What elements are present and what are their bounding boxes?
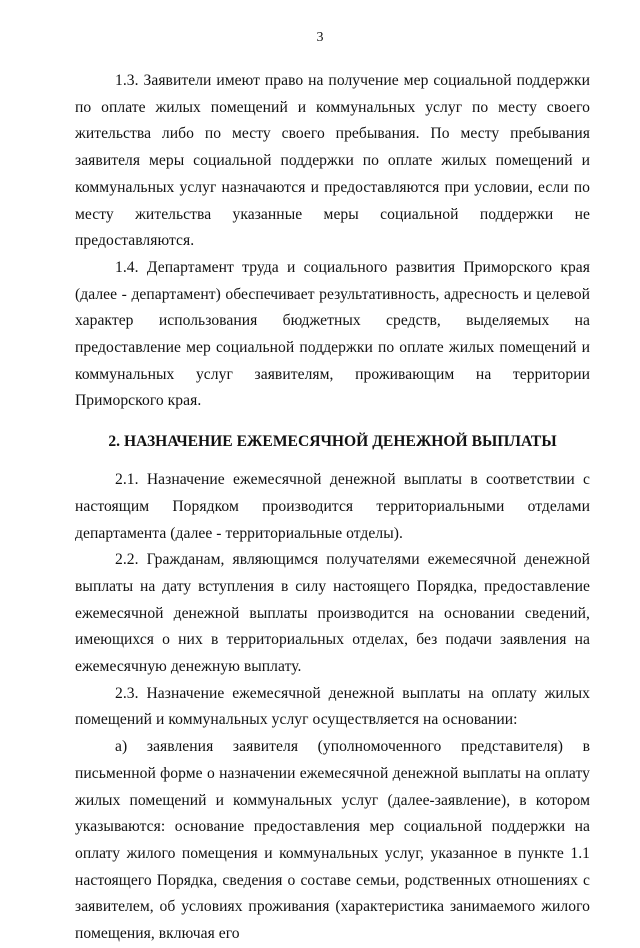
paragraph-2-3-a: а) заявления заявителя (уполномоченного представителя) в письменной форме о назначении ежемесячной денежной выплаты на оплату жилых помещений и коммунальных услуг (далее-заявление), в котором указываются: основание предоставления мер социальной поддержки на оплату жилого помещения и коммунальных услуг, указанное в пункте 1.1 настоящего Порядка, сведения о составе семьи, родственных отношениях с заявителем, об условиях проживания (характеристика занимаемого жилого помещения, включая его — [75, 738, 590, 943]
paragraph-1-3: 1.3. Заявители имеют право на получение мер социальной поддержки по оплате жилых помещений и коммунальных услуг по месту своего жительства либо по месту своего пребывания. По месту пребывания заявителя меры социальной поддержки по оплате жилых помещений и коммунальных услуг назначаются и предоставляются при условии, если по месту жительства указанные меры социальной поддержки не предоставляются. — [75, 72, 590, 250]
paragraph-2-3: 2.3. Назначение ежемесячной денежной выплаты на оплату жилых помещений и коммунальных услуг осуществляется на основании: — [75, 684, 590, 729]
paragraph-1-4: 1.4. Департамент труда и социального развития Приморского края (далее - департамент) обеспечивает результативность, адресность и целевой характер использования бюджетных средств, выделяемых на предоставление мер социальной поддержки по оплате жилых помещений и коммунальных услуг заявителям, проживающим на территории Приморского края. — [75, 258, 590, 410]
section-heading: 2. НАЗНАЧЕНИЕ ЕЖЕМЕСЯЧНОЙ ДЕНЕЖНОЙ ВЫПЛАТЫ — [108, 433, 557, 451]
page-number: 3 — [316, 30, 324, 45]
paragraph-2-1: 2.1. Назначение ежемесячной денежной выплаты в соответствии с настоящим Порядком производится территориальными отделами департамента (далее - территориальные отделы). — [75, 471, 590, 542]
document-body — [75, 68, 590, 948]
paragraph-2-2: 2.2. Гражданам, являющимся получателями ежемесячной денежной выплаты на дату вступления в силу настоящего Порядка, предоставление ежемесячной денежной выплаты производится на основании сведений, имеющихся о них в территориальных отделах, без подачи заявления на ежемесячную денежную выплату. — [75, 551, 590, 676]
